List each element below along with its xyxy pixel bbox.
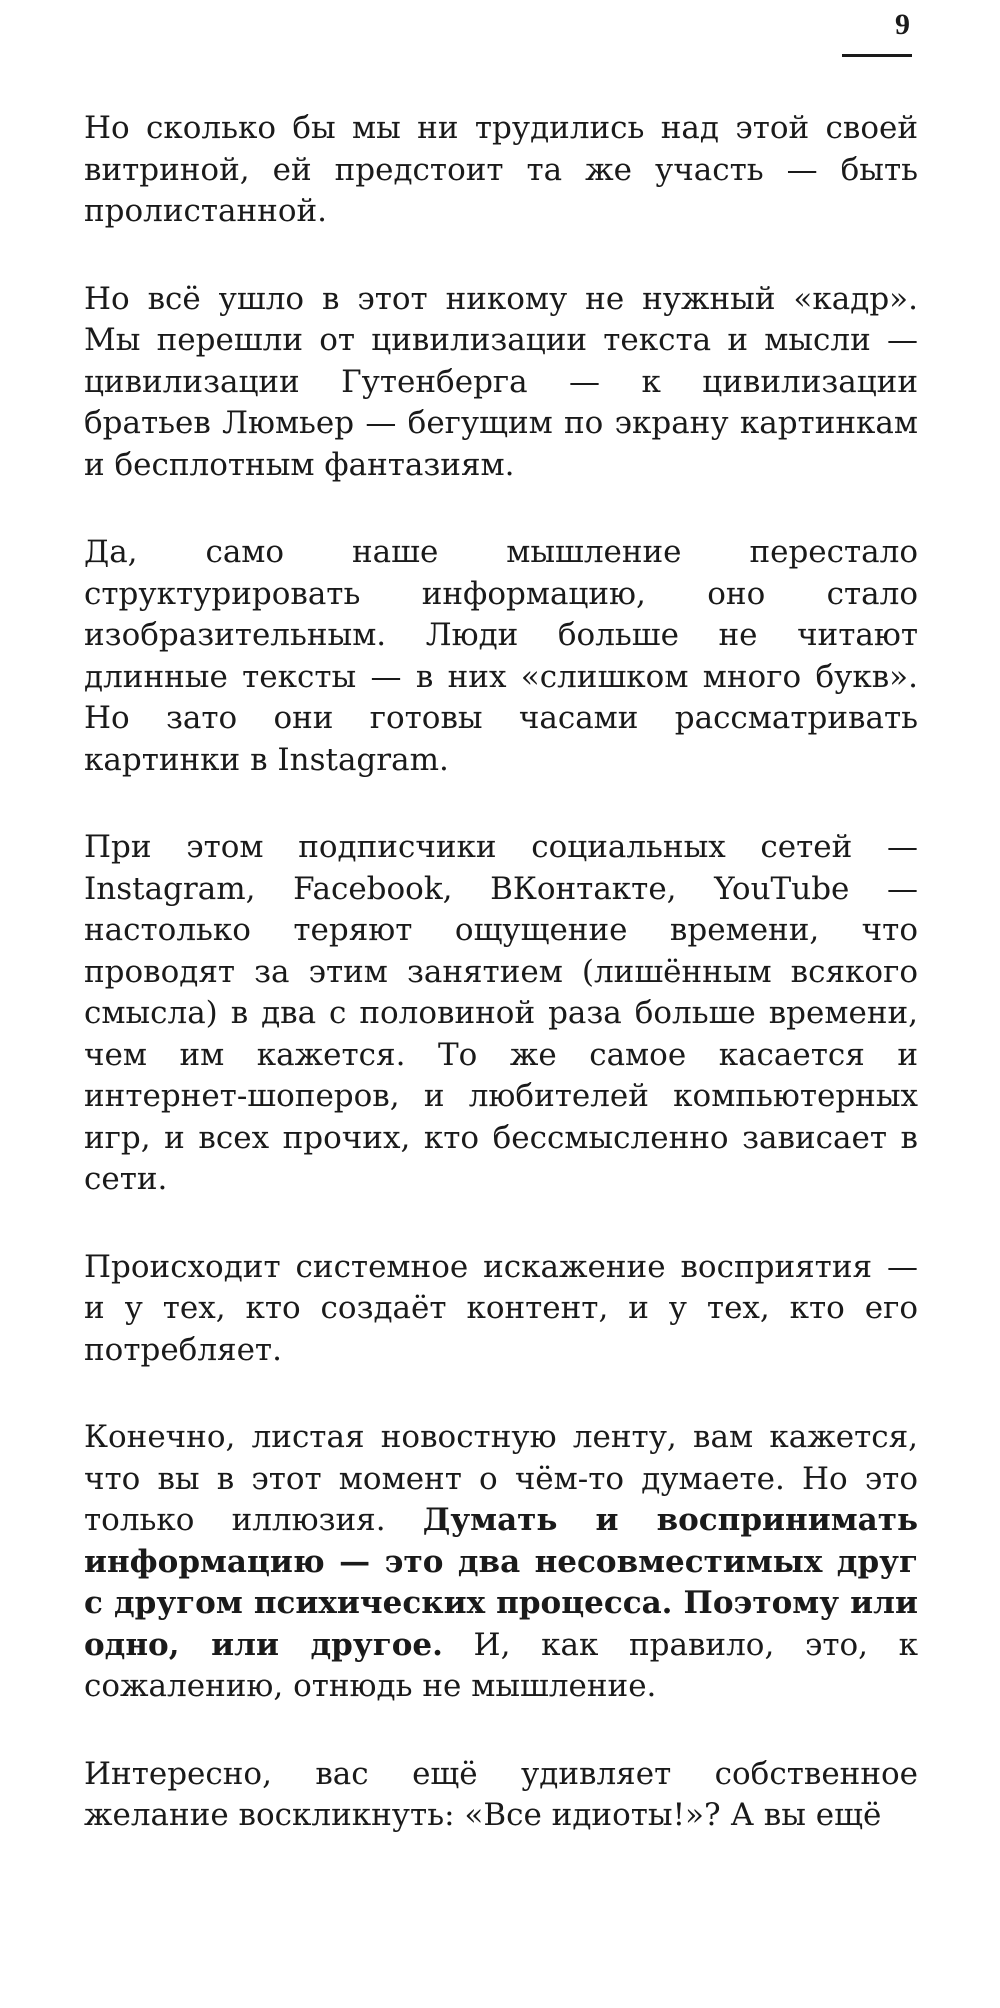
paragraph-2: Но всё ушло в этот никому не нужный «кадр». Мы перешли от цивилизации текста и мысли — цивилизации Гутенберга — к цивилизации братьев Люмьер — бегущим по экрану картинкам и бесплотным фантазиям. [84,280,918,483]
paragraph-5: Происходит системное искажение восприятия — и у тех, кто создаёт контент, и у тех, кто его потребляет. [84,1248,918,1368]
paragraph-7: Интересно, вас ещё удивляет собственное желание воскликнуть: «Все идиоты!»? А вы ещё [84,1755,918,1833]
paragraph-6-emphasis: Думать и воспринимать информацию — это два несовместимых друг с другом психических процесса. Поэтому или одно, или другое. [84,1502,918,1663]
page-number: 9 [895,8,910,41]
paragraph-6 [84,1417,918,1708]
text-body [84,108,918,1837]
paragraph-6-lead: Конечно, листая новостную ленту, вам кажется, что вы в этот момент о чём-то думаете. Но это только иллюзия. [84,1419,918,1538]
paragraph-3: Да, само наше мышление перестало структурировать информацию, оно стало изобразительным. Люди больше не читают длинные тексты — в них «слишком много букв». Но зато они готовы часами рассматривать картинки в Instagram. [84,534,918,778]
header-rule [842,54,912,57]
page-header [842,8,912,57]
paragraph-4: При этом подписчики социальных сетей — Instagram, Facebook, ВКонтакте, YouTube — настолько теряют ощущение времени, что проводят за этим занятием (лишённым всякого смысла) в два с половиной раза больше времени, чем им кажется. То же самое касается и интернет-шоперов, и любителей компьютерных игр, и всех прочих, кто бессмысленно зависает в сети. [84,829,918,1197]
paragraph-6-tail: И, как правило, это, к сожалению, отнюдь не мышление. [84,1626,919,1704]
paragraph-1: Но сколько бы мы ни трудились над этой своей витриной, ей предстоит та же участь — быть пролистанной. [84,110,918,229]
